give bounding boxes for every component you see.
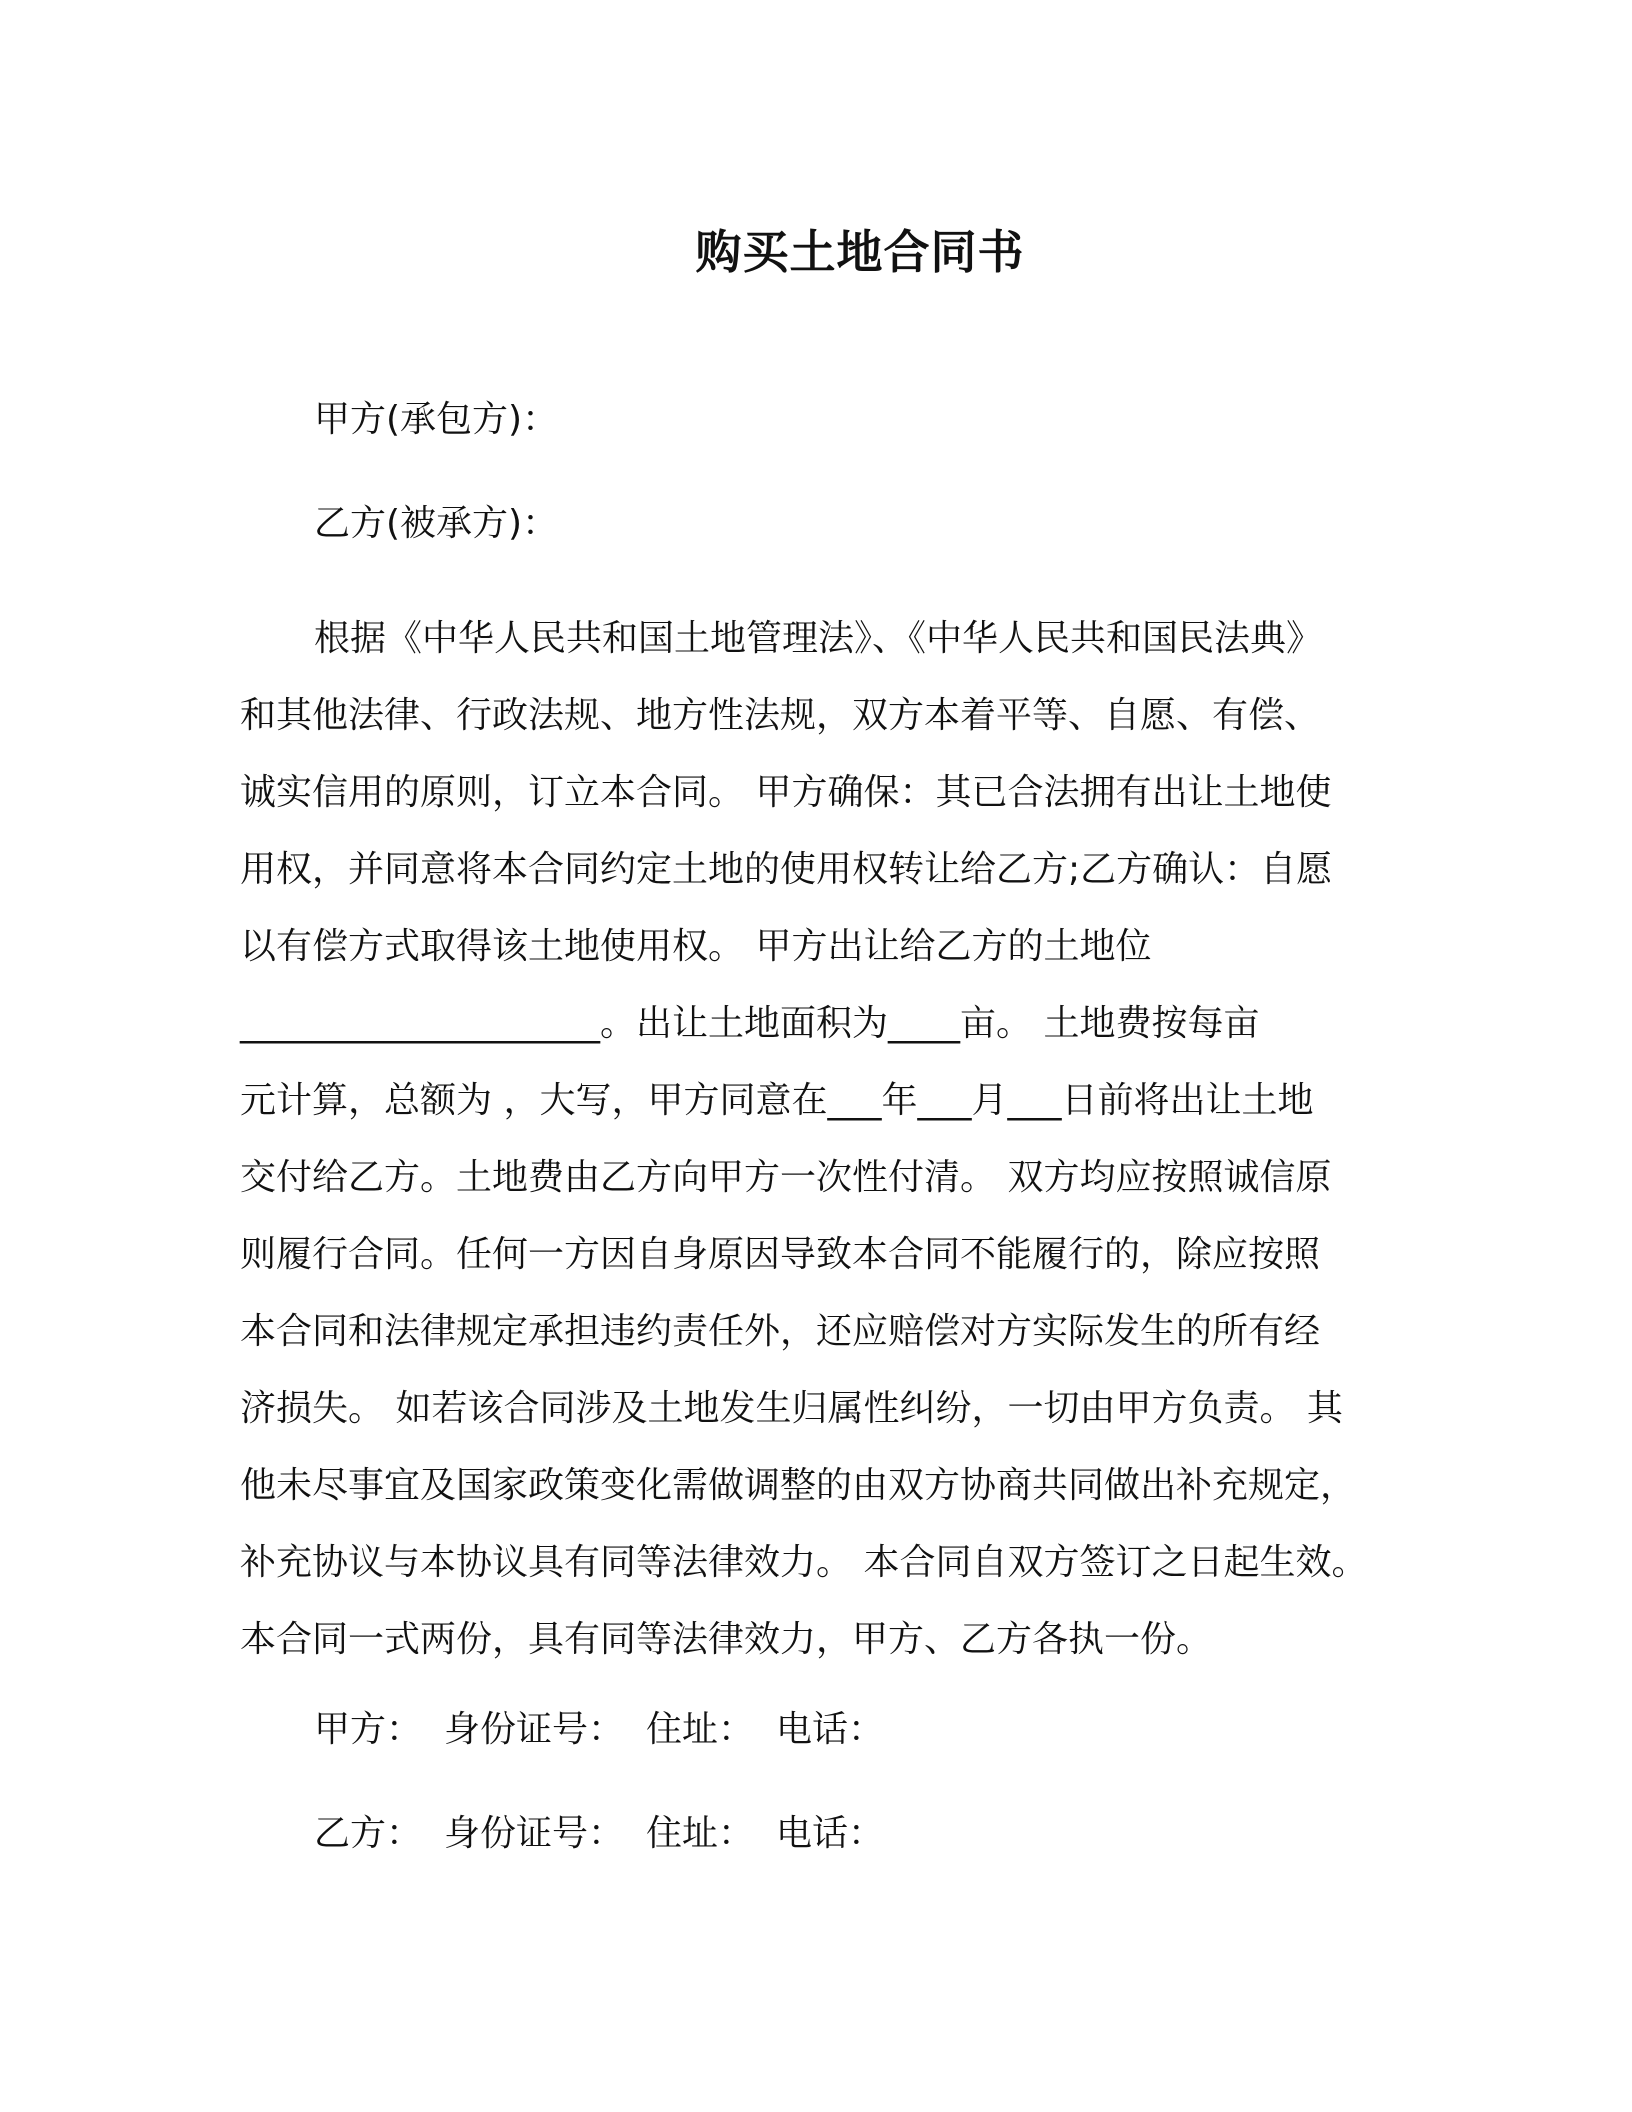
signature-party-b — [314, 1810, 884, 1858]
body-line: 则履行合同。任何一方因自身原因导致本合同不能履行的，除应按照 — [240, 1234, 1321, 1275]
body-line: ____________________。出让土地面积为____亩。 土地费按每亩 — [240, 1003, 1260, 1044]
body-line: 元计算，总额为 ，大写，甲方同意在___年___月___日前将出让土地 — [240, 1080, 1314, 1121]
document-title: 购买土地合同书 — [695, 225, 1025, 279]
body-line: 补充协议与本协议具有同等法律效力。 本合同自双方签订之日起生效。 — [240, 1542, 1368, 1583]
body-line: 济损失。 如若该合同涉及土地发生归属性纠纷，一切由甲方负责。 其 — [240, 1388, 1343, 1429]
signature-id-label: 身份证号： — [444, 1709, 625, 1750]
signature-id-label: 身份证号： — [444, 1813, 625, 1854]
signature-party-a — [314, 1706, 884, 1754]
body-line: 本合同一式两份，具有同等法律效力，甲方、乙方各执一份。 — [240, 1619, 1213, 1660]
body-line: 诚实信用的原则，订立本合同。 甲方确保：其已合法拥有出让土地使 — [240, 772, 1332, 813]
signature-phone-label: 电话： — [776, 1709, 885, 1750]
party-b-header: 乙方(被承方)： — [314, 503, 559, 544]
body-line: 和其他法律、行政法规、地方性法规，双方本着平等、自愿、有偿、 — [240, 695, 1321, 736]
signature-party-label: 甲方： — [314, 1709, 423, 1750]
body-line: 用权，并同意将本合同约定土地的使用权转让给乙方;乙方确认：自愿 — [240, 849, 1333, 890]
signature-address-label: 住址： — [646, 1813, 755, 1854]
body-line: 他未尽事宜及国家政策变化需做调整的由双方协商共同做出补充规定， — [240, 1465, 1357, 1506]
body-line: 根据《中华人民共和国土地管理法》、《中华人民共和国民法典》 — [314, 618, 1323, 659]
contract-body — [240, 600, 1390, 1678]
signature-party-label: 乙方： — [314, 1813, 423, 1854]
party-a-header: 甲方(承包方)： — [314, 399, 559, 440]
body-line: 本合同和法律规定承担违约责任外，还应赔偿对方实际发生的所有经 — [240, 1311, 1321, 1352]
signature-address-label: 住址： — [646, 1709, 755, 1750]
signature-phone-label: 电话： — [776, 1813, 885, 1854]
body-line: 以有偿方式取得该土地使用权。 甲方出让给乙方的土地位 — [240, 926, 1152, 967]
body-line: 交付给乙方。土地费由乙方向甲方一次性付清。 双方均应按照诚信原 — [240, 1157, 1332, 1198]
